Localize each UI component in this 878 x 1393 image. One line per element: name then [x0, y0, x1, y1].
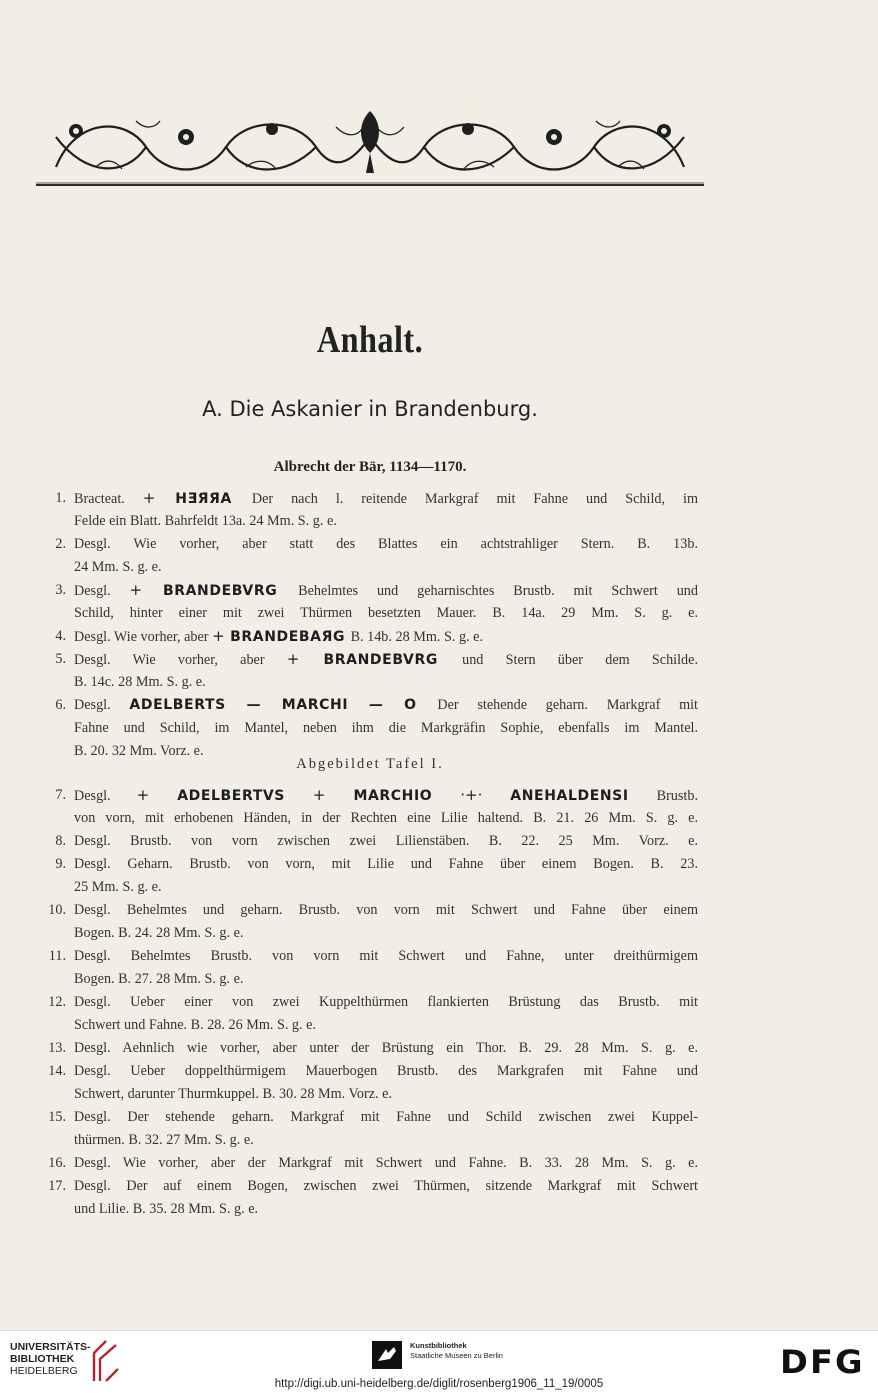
entry-text: Desgl. Wie vorher, aber statt des Blattes ein achtstrahliger Stern. B. 13b. — [74, 536, 698, 552]
entry-text: Desgl. Behelmtes Brustb. von vorn mit Schwert und Fahne, unter dreithürmigem — [74, 948, 698, 964]
coin-legend: ADELBERTVS — [149, 788, 313, 804]
entry-line — [74, 807, 698, 830]
entry-line — [74, 533, 698, 556]
kunstbibliothek-icon — [372, 1341, 402, 1369]
entry-line — [74, 853, 698, 876]
entry-text: Desgl. Ueber doppelthürmigem Mauerbogen Brustb. des Markgrafen mit Fahne und — [74, 1063, 698, 1079]
entry-text: Schild, hinter einer mit zwei Thürmen besetzten Mauer. B. 14a. 29 Mm. S. g. e. — [74, 605, 698, 621]
entry-number: 2. — [55, 536, 66, 552]
entry-text: Der nach l. reitende Markgraf mit Fahne und Schild, im — [251, 491, 698, 507]
entry-line — [74, 945, 698, 968]
entry-text: Desgl. Brustb. von vorn zwischen zwei Lilienstäben. B. 22. 25 Mm. Vorz. e. — [74, 833, 698, 849]
entry-line — [74, 717, 698, 740]
entry-line — [74, 625, 698, 648]
entry-line — [74, 991, 698, 1014]
entry-number: 8. — [55, 833, 66, 849]
entry-text: Bracteat. — [74, 491, 143, 507]
digitization-footer — [0, 1330, 878, 1393]
library-name-line: BIBLIOTHEK — [10, 1353, 75, 1365]
entry-text: B. 14b. 28 Mm. S. g. e. — [350, 629, 483, 645]
entry-line — [74, 556, 698, 579]
cross-symbol: + — [212, 627, 225, 645]
entry-line — [74, 968, 698, 991]
entry-number: 14. — [48, 1063, 66, 1079]
cross-symbol: + — [312, 786, 326, 804]
entry-text: B. 14c. 28 Mm. S. g. e. — [74, 674, 206, 690]
entry-number: 11. — [48, 948, 66, 964]
entry-text: Desgl. Der auf einem Bogen, zwischen zwei Thürmen, sitzende Markgraf mit Schwert — [74, 1178, 698, 1194]
entry-text: und Stern über dem Schilde. — [462, 652, 698, 668]
entry-number: 6. — [55, 697, 66, 713]
cross-symbol: + — [129, 581, 143, 599]
entry-line — [74, 876, 698, 899]
entry-line — [74, 830, 698, 853]
entry-text: 24 Mm. S. g. e. — [74, 559, 162, 575]
entry-number: 15. — [48, 1109, 66, 1125]
funder-logo: DFG — [779, 1343, 865, 1381]
coin-legend: HƎЯЯA — [155, 491, 252, 507]
coin-legend: BRANDEBVRG — [142, 583, 299, 599]
entry-line — [74, 1014, 698, 1037]
entry-line — [74, 694, 698, 717]
entry-text: Felde ein Blatt. Bahrfeldt 13a. 24 Mm. S. g. e. — [74, 513, 337, 529]
entry-text: thürmen. B. 32. 27 Mm. S. g. e. — [74, 1132, 254, 1148]
entry-line — [74, 1198, 698, 1221]
library-name — [10, 1341, 91, 1377]
plate-caption: Abgebildet Tafel I. — [296, 756, 444, 772]
entry-text: Desgl. — [74, 697, 130, 713]
entry-text: Schwert und Fahne. B. 28. 26 Mm. S. g. e. — [74, 1017, 316, 1033]
entry-number: 9. — [55, 856, 66, 872]
entry-number: 16. — [48, 1155, 66, 1171]
page-title: Anhalt. — [316, 319, 424, 361]
cross-symbol: + — [286, 650, 300, 668]
cross-symbol: + — [142, 489, 156, 507]
entry-text: Der stehende geharn. Markgraf mit — [437, 697, 698, 713]
partner-name-line: Staatliche Museen zu Berlin — [410, 1351, 503, 1360]
entry-text: Brustb. — [656, 788, 698, 804]
entry-line — [74, 1060, 698, 1083]
coin-legend: BRANDEBVRG — [299, 652, 463, 668]
decorative-ornament-band — [36, 107, 704, 187]
entry-line — [74, 1037, 698, 1060]
library-name-line: HEIDELBERG — [10, 1365, 78, 1377]
subsection-heading: Albrecht der Bär, 1134—1170. — [273, 459, 467, 475]
partner-name-line: Kunstbibliothek — [410, 1341, 467, 1350]
permalink[interactable]: http://digi.ub.uni-heidelberg.de/diglit/rosenberg1906_11_19/0005 — [274, 1378, 604, 1390]
entry-number: 7. — [55, 787, 66, 803]
entry-line — [74, 1152, 698, 1175]
library-logo-icon — [90, 1337, 120, 1383]
partner-name — [410, 1341, 503, 1361]
entry-line — [74, 510, 698, 533]
cross-symbol: + — [136, 786, 150, 804]
entry-text: Desgl. — [74, 583, 130, 599]
entry-text: Desgl. Ueber einer von zwei Kuppelthürmen flankierten Brüstung das Brustb. mit — [74, 994, 698, 1010]
entry-text: Desgl. Wie vorher, aber — [74, 652, 287, 668]
entry-line — [74, 648, 698, 671]
entry-line — [74, 784, 698, 807]
entry-number: 3. — [55, 582, 66, 598]
entry-text: Desgl. Aehnlich wie vorher, aber unter der Brüstung ein Thor. B. 29. 28 Mm. S. g. e. — [74, 1040, 698, 1056]
entry-text: von vorn, mit erhobenen Händen, in der Rechten eine Lilie haltend. B. 21. 26 Mm. S. g. e. — [74, 810, 698, 826]
entry-number: 1. — [55, 490, 66, 506]
entry-text: Bogen. B. 27. 28 Mm. S. g. e. — [74, 971, 244, 987]
entry-line — [74, 602, 698, 625]
entry-number: 5. — [55, 651, 66, 667]
entry-text: Bogen. B. 24. 28 Mm. S. g. e. — [74, 925, 244, 941]
section-heading: A. Die Askanier in Brandenburg. — [202, 397, 538, 421]
entry-text: Desgl. Wie vorher, aber der Markgraf mit Schwert und Fahne. B. 33. 28 Mm. S. g. e. — [74, 1155, 698, 1171]
library-name-line: UNIVERSITÄTS- — [10, 1341, 91, 1353]
entry-number: 10. — [48, 902, 66, 918]
entry-text: Desgl. Der stehende geharn. Markgraf mit Fahne und Schild zwischen zwei Kuppel- — [74, 1109, 698, 1125]
entry-text: Desgl. — [74, 788, 137, 804]
coin-legend: BRANDEBAЯG — [224, 629, 351, 645]
coin-legend: MARCHIO — [325, 788, 461, 804]
entry-number: 17. — [48, 1178, 66, 1194]
entry-line — [74, 1175, 698, 1198]
entry-text: 25 Mm. S. g. e. — [74, 879, 162, 895]
entry-text: Schwert, darunter Thurmkuppel. B. 30. 28 Mm. Vorz. e. — [74, 1086, 392, 1102]
entry-text: und Lilie. B. 35. 28 Mm. S. g. e. — [74, 1201, 259, 1217]
entry-line — [74, 1106, 698, 1129]
coin-legend: ADELBERTS — MARCHI — O — [129, 697, 438, 713]
entry-text: B. 20. 32 Mm. Vorz. e. — [74, 743, 204, 759]
entry-text: Fahne und Schild, im Mantel, neben ihm die Markgräfin Sophie, ebenfalls im Mantel. — [74, 720, 698, 736]
entry-number: 12. — [48, 994, 66, 1010]
entry-line — [74, 1083, 698, 1106]
entry-line — [74, 487, 698, 510]
entry-line — [74, 899, 698, 922]
entry-line — [74, 922, 698, 945]
entry-line — [74, 1129, 698, 1152]
cross-symbol: ·+· — [460, 786, 483, 804]
entry-text: Behelmtes und geharnischtes Brustb. mit Schwert und — [298, 583, 698, 599]
entry-text: Desgl. Wie vorher, aber — [74, 629, 213, 645]
entry-line — [74, 579, 698, 602]
entry-text: Desgl. Behelmtes und geharn. Brustb. von vorn mit Schwert und Fahne über einem — [74, 902, 698, 918]
entry-number: 4. — [55, 628, 66, 644]
entry-line — [74, 671, 698, 694]
entry-number: 13. — [48, 1040, 66, 1056]
entry-text: Desgl. Geharn. Brustb. von vorn, mit Lilie und Fahne über einem Bogen. B. 23. — [74, 856, 698, 872]
coin-legend: ANEHALDENSI — [482, 788, 657, 804]
